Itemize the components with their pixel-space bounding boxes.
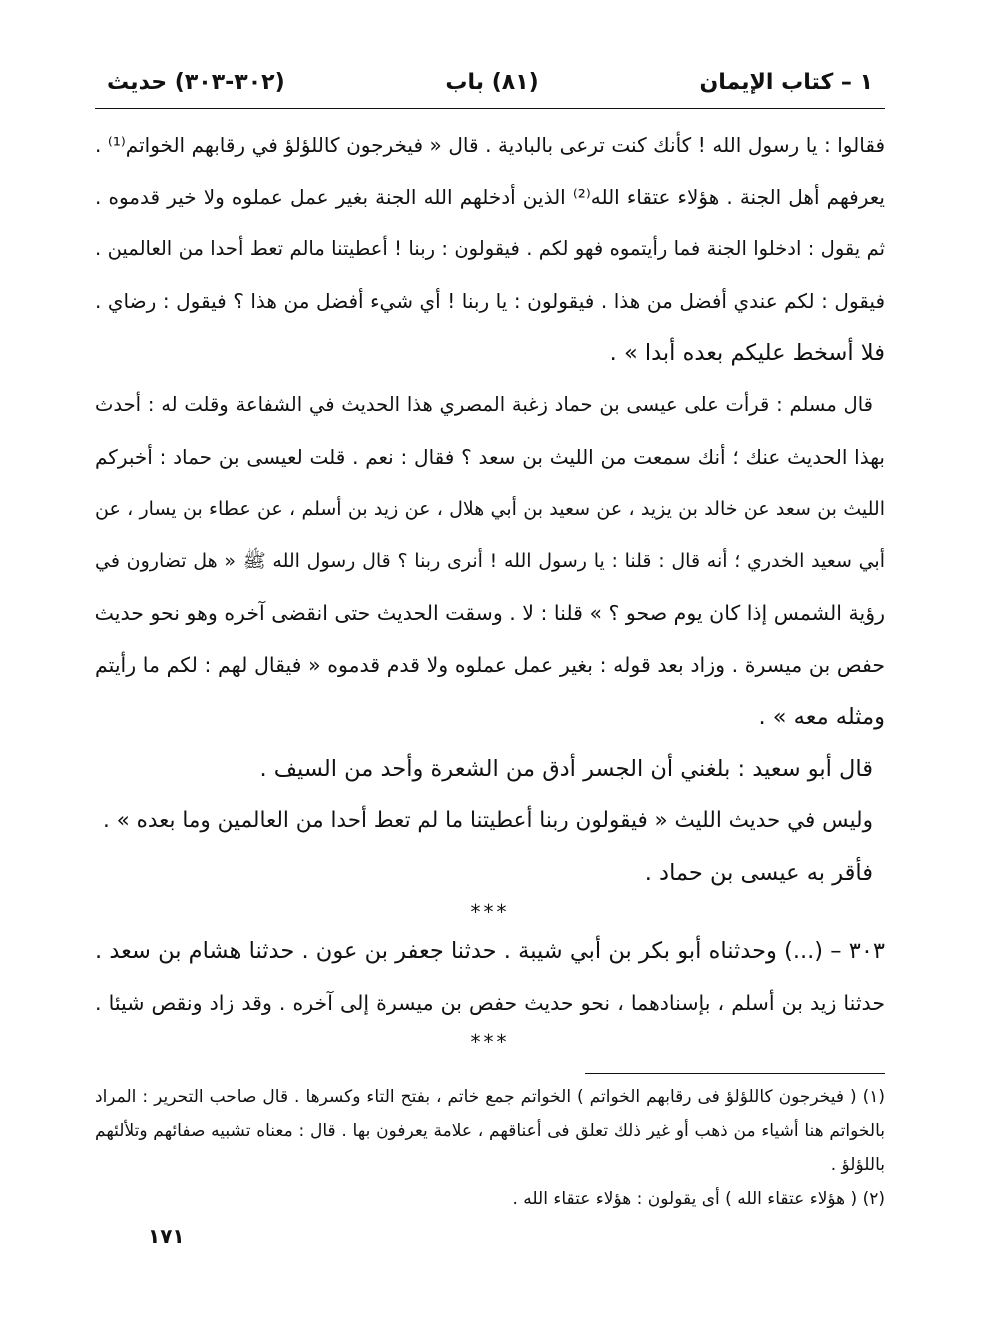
text-line: قال أبو سعيد : بلغني أن الجسر أدق من الشعرة وأحد من السيف . — [259, 756, 873, 782]
text-line: فيقول : لكم عندي أفضل من هذا . فيقولون : يا ربنا ! أي شيء أفضل من هذا ؟ فيقول : رضاي . — [95, 289, 885, 313]
hadith-303 — [95, 925, 885, 1029]
text-line: الليث بن سعد عن خالد بن يزيد ، عن سعيد بن أبي هلال ، عن زيد بن أسلم ، عن عطاء بن يسار ، عن — [95, 498, 885, 520]
text-line: يعرفهم أهل الجنة . هؤلاء عتقاء الله⁽²⁾ الذين أدخلهم الله الجنة بغير عمل عملوه ولا خير قدموه . — [95, 185, 885, 209]
text-line: حفص بن ميسرة . وزاد بعد قوله : بغير عمل عملوه ولا قدم قدموه « فيقال لهم : لكم ما رأيتم — [95, 653, 885, 677]
running-header — [95, 70, 885, 104]
text-line: بهذا الحديث عنك ؛ أنك سمعت من الليث بن سعد ؟ فقال : نعم . قلت لعيسى بن حماد : أخبركم — [95, 445, 885, 469]
text-line: فأقر به عيسى بن حماد . — [644, 860, 873, 886]
text-line: ومثله معه » . — [758, 704, 885, 730]
text-line: رؤية الشمس إذا كان يوم صحو ؟ » قلنا : لا . وسقت الحديث حتى انقضى آخره وهو نحو حديث — [94, 601, 885, 625]
text-line: فلا أسخط عليكم بعده أبدا » . — [609, 340, 885, 366]
section-separator: *** — [470, 1030, 510, 1054]
text-line: ثم يقول : ادخلوا الجنة فما رأيتموه فهو لكم . فيقولون : ربنا ! أعطيتنا مالم تعط أحدا من العالمين . — [95, 237, 885, 260]
main-text — [95, 119, 885, 899]
hadith-range: (٣٠٢-٣٠٣) حديث — [107, 70, 285, 95]
footnote-line: باللؤلؤ . — [830, 1155, 885, 1175]
footnote-rule — [585, 1073, 885, 1074]
footnote-line: بالخواتم هنا أشياء من ذهب أو غير ذلك تعلق فى أعناقهم ، علامة يعرفون بها . قال : معناه تشبيه صفائهم وتلألئهم — [95, 1121, 885, 1141]
text-line: أبي سعيد الخدري ؛ أنه قال : قلنا : يا رسول الله ! أنرى ربنا ؟ قال رسول الله ﷺ « هل تضارون في — [95, 550, 885, 572]
footnotes — [95, 1080, 885, 1216]
section-separator: *** — [470, 900, 510, 924]
text-line: وليس في حديث الليث « فيقولون ربنا أعطيتنا ما لم تعط أحدا من العالمين وما بعده » . — [102, 808, 873, 833]
page-number: ١٧١ — [148, 1224, 185, 1248]
header-rule — [95, 108, 885, 109]
footnote-line: (٢) ( هؤلاء عتقاء الله ) أى يقولون : هؤلاء عتقاء الله . — [512, 1189, 885, 1209]
book-title: ١ – كتاب الإيمان — [699, 70, 873, 95]
text-line: ٣٠٣ – (...) وحدثناه أبو بكر بن أبي شيبة . حدثنا جعفر بن عون . حدثنا هشام بن سعد . — [95, 938, 885, 964]
text-line: حدثنا زيد بن أسلم ، بإسنادهما ، نحو حديث حفص بن ميسرة إلى آخره . وقد زاد ونقص شيئا . — [95, 991, 885, 1015]
text-line: فقالوا : يا رسول الله ! كأنك كنت ترعى بالبادية . قال « فيخرجون كاللؤلؤ في رقابهم الخواتم⁽¹⁾ . — [95, 133, 886, 157]
text-line: قال مسلم : قرأت على عيسى بن حماد زغبة المصري هذا الحديث في الشفاعة وقلت له : أحدث — [95, 393, 873, 416]
chapter-label: (٨١) باب — [445, 70, 539, 95]
footnote-line: (١) ( فيخرجون كاللؤلؤ فى رقابهم الخواتم ) الخواتم جمع خاتم ، بفتح التاء وكسرها . قال صاحب التحرير : المراد — [95, 1087, 885, 1107]
book-page — [95, 70, 885, 1216]
